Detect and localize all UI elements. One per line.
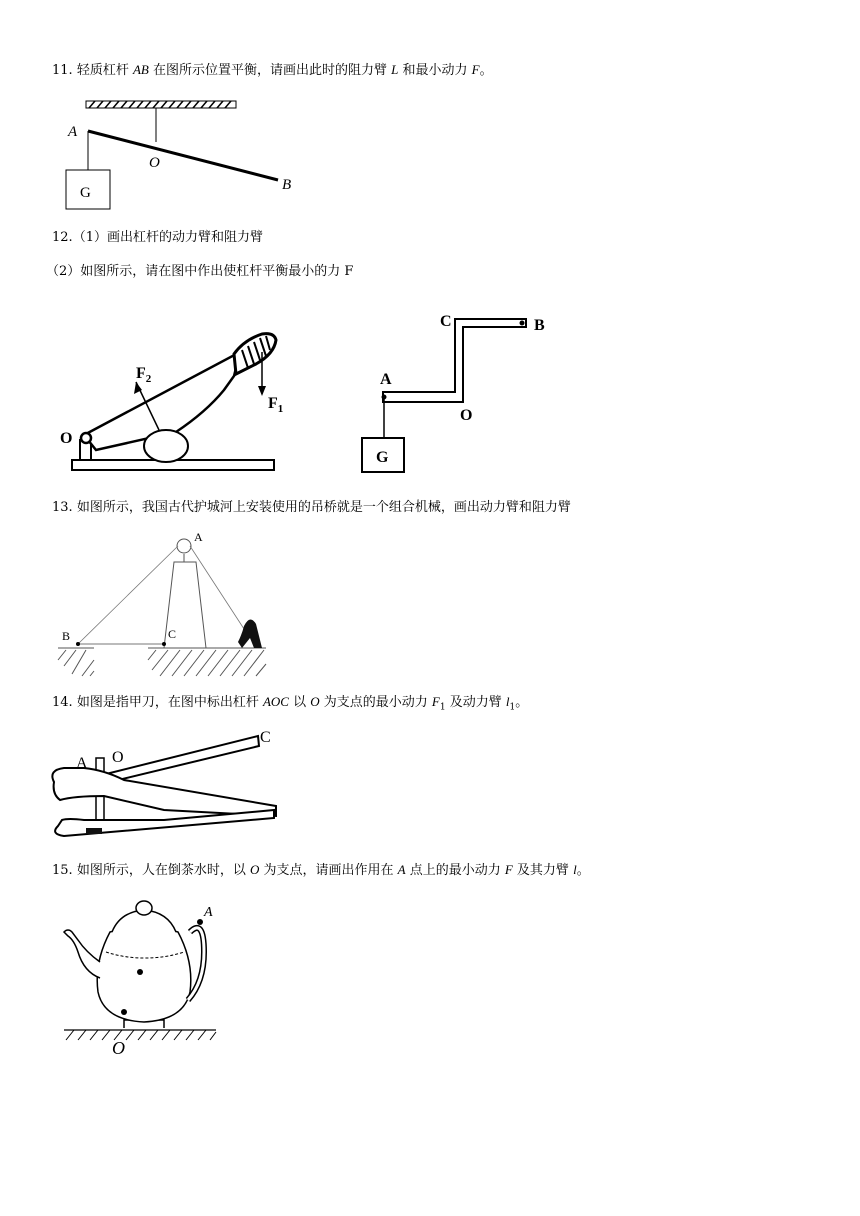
q13-text: 如图所示，我国古代护城河上安装使用的吊桥就是一个组合机械，画出动力臂和阻力臂 [76,500,571,515]
q12-fulcrum-o [81,433,91,443]
q12-label-c: C [440,313,452,330]
q14-label-o: O [112,749,124,766]
q14-blade-tip [86,828,102,834]
q14-sub-f: 1 [439,702,446,713]
q15-label-a: A [204,905,213,920]
question-15-text [52,862,590,879]
q15-number: 15. [52,863,73,878]
q11-text-4: 。 [479,63,493,78]
q13-point-c [162,642,166,646]
q12-label-o: O [60,430,73,447]
q14-text-5: 。 [515,695,529,710]
q11-var-l: L [391,62,399,77]
q12-label-f1-sub: 1 [277,403,284,415]
q15-teapot-body [97,927,191,1022]
q14-var-o: O [310,694,320,709]
q15-text-2: 为支点，请画出作用在 [259,863,398,878]
q11-var-ab: AB [132,62,149,77]
q12-crank-lever [383,319,526,402]
q13-number: 13. [52,500,73,515]
q13-rope-to-bridge [78,546,178,644]
q14-lever-handle [106,736,259,782]
q13-ground-right [148,648,266,676]
q13-label-a: A [194,530,203,544]
q13-point-b [76,642,80,646]
q13-man-pulling [238,619,262,648]
q14-var-aoc: AOC [262,694,289,709]
q13-pulley-a [177,539,191,553]
q15-text-3: 点上的最小动力 [405,863,505,878]
q13-rope-to-man [190,546,246,632]
q15-text-4: 及其力臂 [512,863,574,878]
q15-var-o: O [249,862,260,877]
q13-label-c: C [168,627,177,641]
q11-label-o: O [149,155,160,171]
q13-ground-left [58,648,94,676]
q12-label-f2 [136,365,152,385]
q15-center-of-mass [137,969,143,975]
q11-lever-ab [88,131,278,180]
q14-text-4: 及动力臂 [445,695,506,710]
q12-object-under-knife [144,430,188,462]
q15-point-a [197,919,203,925]
q15-text-1: 如图所示，人在倒茶水时，以 [76,863,250,878]
q11-ceiling [86,101,236,108]
q15-table-surface [64,1030,216,1040]
q11-var-f: F [471,62,480,77]
q13-drawbridge-figure [56,526,296,686]
q12-label-f2-main: F [136,365,146,382]
q12-label-g: G [376,449,389,466]
q14-text-3: 为支点的最小动力 [319,695,432,710]
q14-var-l: l [505,694,510,709]
question-13-text [52,500,571,516]
q14-var-f: F [431,694,440,709]
q13-label-b: B [62,629,71,643]
q12-knife-handle [234,334,276,374]
q12-part-2-text: （2）如图所示，请在图中作出使杠杆平衡最小的力 F [46,264,354,279]
question-14-text [52,694,528,716]
q12-label-b: B [534,317,545,334]
q11-lever-figure [56,96,306,216]
q14-number: 14. [52,695,73,710]
q11-label-g: G [80,185,91,201]
q15-lid-knob [136,901,152,915]
q12-f1-arrowhead [258,386,266,396]
q14-sub-l: 1 [509,702,516,713]
q12-label-f1 [268,395,283,415]
q12-knife-figure [56,322,286,478]
question-12-text [52,230,263,246]
q11-text-3: 和最小动力 [398,63,472,78]
q12-label-a: A [380,371,392,388]
q11-text-1: 轻质杠杆 [76,63,133,78]
q12-label-f1-main: F [268,395,278,412]
q12-crank-lever-figure [356,308,566,478]
q14-label-a: A [76,755,88,772]
q14-nail-clipper-figure [44,722,284,842]
q14-upper-jaw [52,768,276,816]
q15-teapot-figure [54,892,234,1062]
q14-label-c: C [260,729,271,746]
q15-var-a: A [397,862,406,877]
q14-text-2: 以 [288,695,311,710]
q11-label-a: A [68,124,78,140]
q15-teapot-spout [64,930,100,978]
q15-var-l: l [573,862,577,877]
q11-number: 11. [52,63,73,78]
q11-label-b: B [282,177,292,193]
q15-var-f: F [504,862,513,877]
q12-part-1: （1）画出杠杆的动力臂和阻力臂 [72,230,263,245]
question-11-text [52,62,493,79]
q12-label-f2-sub: 2 [145,373,152,385]
q12-number: 12. [52,230,73,245]
q15-point-o [121,1009,127,1015]
q14-text-1: 如图是指甲刀，在图中标出杠杆 [76,695,263,710]
question-12-part-2 [46,264,353,280]
q12-label-o: O [460,407,473,424]
q15-label-o: O [112,1038,125,1058]
q11-text-2: 在图所示位置平衡，请画出此时的阻力臂 [148,63,392,78]
q12-point-b [520,321,525,326]
q15-text-5: 。 [576,863,590,878]
